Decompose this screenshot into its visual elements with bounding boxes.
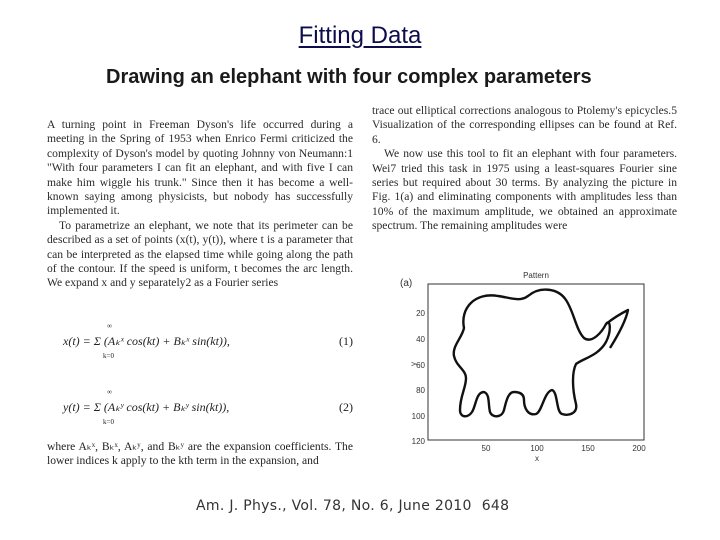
sum-upper-limit: ∞ xyxy=(107,388,112,396)
left-paragraph-1: A turning point in Freeman Dyson's life occurred during a meeting in the Spring of 1953 when Enrico Fermi criticized the complexity of Dyson's model by quoting Johnny von Neumann:1 "With four parameters I can fit an elephant, and with five I can make him wiggle his trunk." Since then it has become a well-known saying among physicists, but nobody has successfully implemented it. xyxy=(47,118,353,218)
x-tick-labels xyxy=(482,444,647,453)
y-axis-label: y xyxy=(409,362,418,366)
x-axis-label: x xyxy=(535,454,539,463)
elephant-outline xyxy=(454,290,610,417)
figure-title: Pattern xyxy=(523,271,549,280)
x-tick-label: 100 xyxy=(530,444,544,453)
equation-1-text: x(t) = Σ (Aₖˣ cos(kt) + Bₖˣ sin(kt)), xyxy=(63,334,230,348)
x-tick-label: 150 xyxy=(581,444,595,453)
equation-2-text: y(t) = Σ (Aₖʸ cos(kt) + Bₖʸ sin(kt)), xyxy=(63,400,230,414)
sum-lower-limit: k=0 xyxy=(103,352,114,360)
after-equations-text: where Aₖˣ, Bₖˣ, Aₖʸ, and Bₖʸ are the expansion coefficients. The lower indices k apply to the kth term in the expansion, and xyxy=(47,440,353,468)
citation-page: 648 xyxy=(481,498,510,514)
elephant-figure xyxy=(380,268,670,468)
y-tick-label: 120 xyxy=(411,437,425,446)
y-tick-label: 100 xyxy=(411,412,425,421)
equation-2 xyxy=(63,388,353,424)
paper-title: Drawing an elephant with four complex parameters xyxy=(106,66,592,88)
sum-lower-limit: k=0 xyxy=(103,418,114,426)
sum-upper-limit: ∞ xyxy=(107,322,112,330)
x-tick-label: 50 xyxy=(481,444,491,453)
equation-1-number: (1) xyxy=(339,334,353,348)
figure-panel-label: (a) xyxy=(400,278,413,289)
y-tick-labels xyxy=(412,309,426,446)
right-paragraph-2: We now use this tool to fit an elephant with four parameters. Wei7 tried this task in 1975 using a least-squares Fourier sine series but required about 30 terms. By analyzing the picture in Fig. 1(a) and eliminating components with amplitudes less than 10% of the maximum amplitude, we obtained an approximate spectrum. The remaining amplitudes were xyxy=(372,147,677,233)
equation-2-number: (2) xyxy=(339,400,353,414)
left-paragraph-2: To parametrize an elephant, we note that its perimeter can be described as a set of points (x(t), y(t)), where t is a parameter that can be interpreted as the elapsed time while going along the path of the contour. If the speed is uniform, t becomes the arc length. We expand x and y separately2 as a Fourier series xyxy=(47,218,353,290)
citation xyxy=(196,498,509,514)
left-column xyxy=(47,118,353,291)
plot-frame xyxy=(428,284,644,440)
equation-1 xyxy=(63,322,353,358)
y-tick-label: 40 xyxy=(416,335,425,344)
slide-title: Fitting Data xyxy=(298,22,422,49)
y-tick-label: 80 xyxy=(416,386,425,395)
right-paragraph-1: trace out elliptical corrections analogous to Ptolemy's epicycles.5 Visualization of the corresponding ellipses can be found at Ref. 6. xyxy=(372,104,677,146)
x-tick-label: 200 xyxy=(632,444,646,453)
right-column xyxy=(372,104,677,234)
citation-journal: Am. J. Phys., Vol. 78, No. 6, June 2010 xyxy=(196,498,472,514)
y-tick-label: 20 xyxy=(416,309,425,318)
y-tick-label: 60 xyxy=(416,361,425,370)
